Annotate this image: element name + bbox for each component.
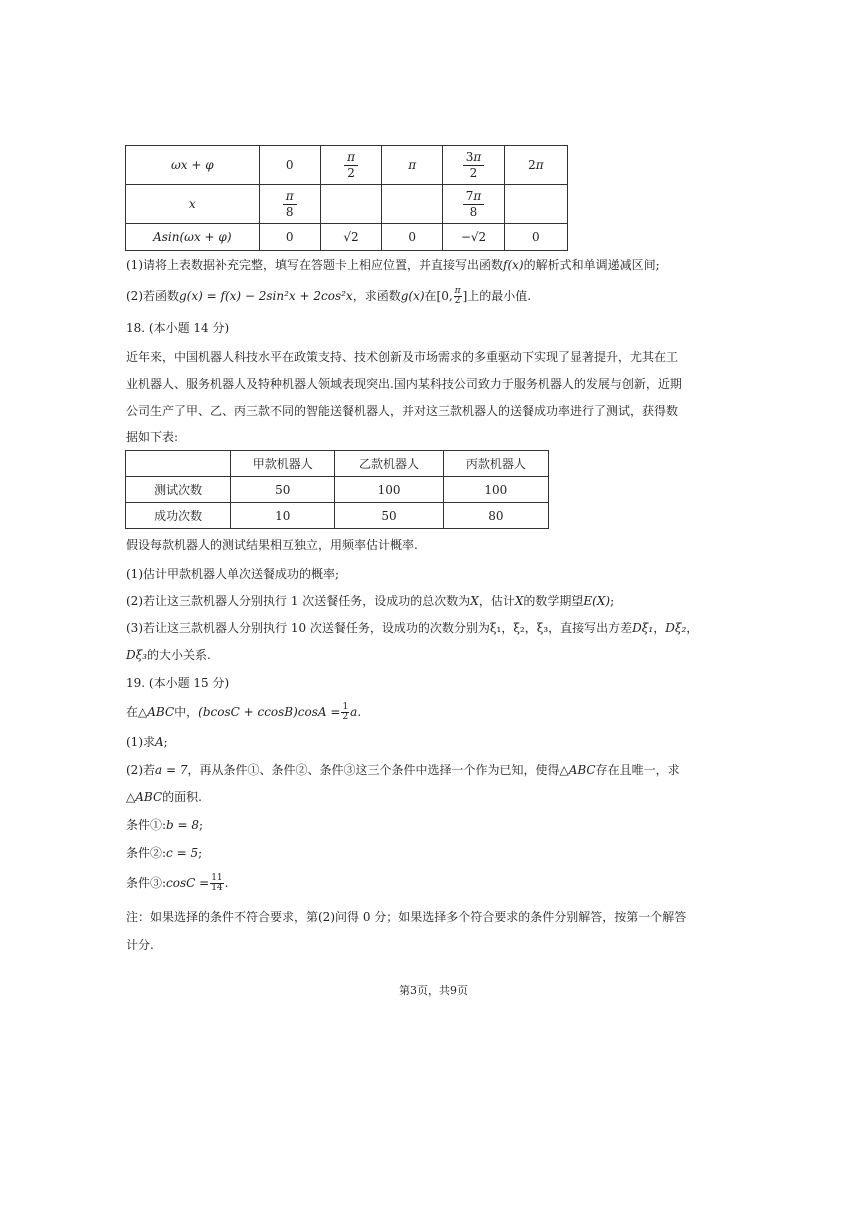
page-footer: 第3页，共9页 [399, 984, 468, 997]
cell: π [382, 146, 443, 185]
q18-intro-3: 公司生产了甲、乙、丙三款不同的智能送餐机器人，并对这三款机器人的送餐成功率进行了测试，获得数 [126, 404, 679, 418]
q18-header: 18. (本小题 14 分) [126, 321, 230, 335]
cell: 2π [504, 146, 567, 185]
q19-condition-1: 条件①:b = 8; [126, 818, 204, 832]
cell: $\frac{3\pi}{2}$ [443, 146, 504, 185]
row-label-value: Asin(ωx + φ) [126, 224, 260, 251]
cell: 50 [335, 503, 443, 529]
q17-part2: (2)若函数g(x) = f(x) − 2sin²x + 2cos²x，求函数g(x)在[0, $\frac{\pi}{2}$ ]上的最小值. [126, 286, 532, 306]
header-cell: 乙款机器人 [335, 451, 443, 477]
cell: $\frac{\pi}{8}$ [259, 185, 320, 224]
header-cell: 甲款机器人 [231, 451, 335, 477]
cell: √2 [320, 224, 381, 251]
cell: 100 [443, 477, 548, 503]
cell: $\frac{\pi}{2}$ [320, 146, 381, 185]
q18-part1: (1)估计甲款机器人单次送餐成功的概率; [126, 567, 340, 581]
cell: 10 [231, 503, 335, 529]
q18-part2: (2)若让这三款机器人分别执行 1 次送餐任务，设成功的总次数为X，估计X的数学期望E(X); [126, 594, 615, 608]
cell [320, 185, 381, 224]
row-label: 成功次数 [126, 503, 231, 529]
cell: 0 [382, 224, 443, 251]
robot-table [125, 450, 549, 529]
q19-stem: 在△ABC中，(bcosC + ccosB)cosA = $\frac{1}{2}$ a. [126, 702, 362, 722]
trig-table [125, 145, 568, 251]
q18-intro-4: 据如下表: [126, 430, 179, 444]
q19-note-1: 注：如果选择的条件不符合要求，第(2)问得 0 分；如果选择多个符合要求的条件分别解答，按第一个解答 [126, 910, 687, 924]
q19-note-2: 计分. [126, 938, 154, 952]
row-label: 测试次数 [126, 477, 231, 503]
cell [382, 185, 443, 224]
q18-intro-2: 业机器人、服务机器人及特种机器人领域表现突出.国内某科技公司致力于服务机器人的发展与创新，近期 [126, 377, 682, 391]
cell: 80 [443, 503, 548, 529]
cell: 0 [259, 224, 320, 251]
q19-header: 19. (本小题 15 分) [126, 676, 230, 690]
cell: 0 [259, 146, 320, 185]
cell [504, 185, 567, 224]
q19-condition-2: 条件②:c = 5; [126, 846, 203, 860]
row-label-phase: ωx + φ [126, 146, 260, 185]
q18-part3: (3)若让这三款机器人分别执行 10 次送餐任务，设成功的次数分别为ξ₁，ξ₂，ξ₃，直接写出方差Dξ₁，Dξ₂， [126, 621, 699, 635]
cell: 50 [231, 477, 335, 503]
header-cell [126, 451, 231, 477]
cell: $\frac{7\pi}{8}$ [443, 185, 504, 224]
q19-part2-cont: △ABC的面积. [126, 790, 202, 804]
q17-part1: (1)请将上表数据补充完整，填写在答题卡上相应位置，并直接写出函数f(x)的解析式和单调递减区间; [126, 258, 660, 272]
row-label-x: x [126, 185, 260, 224]
q18-intro-1: 近年来，中国机器人科技水平在政策支持、技术创新及市场需求的多重驱动下实现了显著提升，尤其在工 [126, 350, 679, 364]
q19-condition-3: 条件③:cosC = $\frac{11}{14}$ . [126, 873, 229, 893]
cell: 100 [335, 477, 443, 503]
q19-part1: (1)求A; [126, 735, 168, 749]
q19-part2: (2)若a = 7，再从条件①、条件②、条件③这三个条件中选择一个作为已知，使得△ABC存在且唯一，求 [126, 763, 680, 777]
q18-assume: 假设每款机器人的测试结果相互独立，用频率估计概率. [126, 538, 418, 552]
cell: −√2 [443, 224, 504, 251]
header-cell: 丙款机器人 [443, 451, 548, 477]
cell: 0 [504, 224, 567, 251]
q18-part3-cont: Dξ₃的大小关系. [126, 648, 211, 662]
